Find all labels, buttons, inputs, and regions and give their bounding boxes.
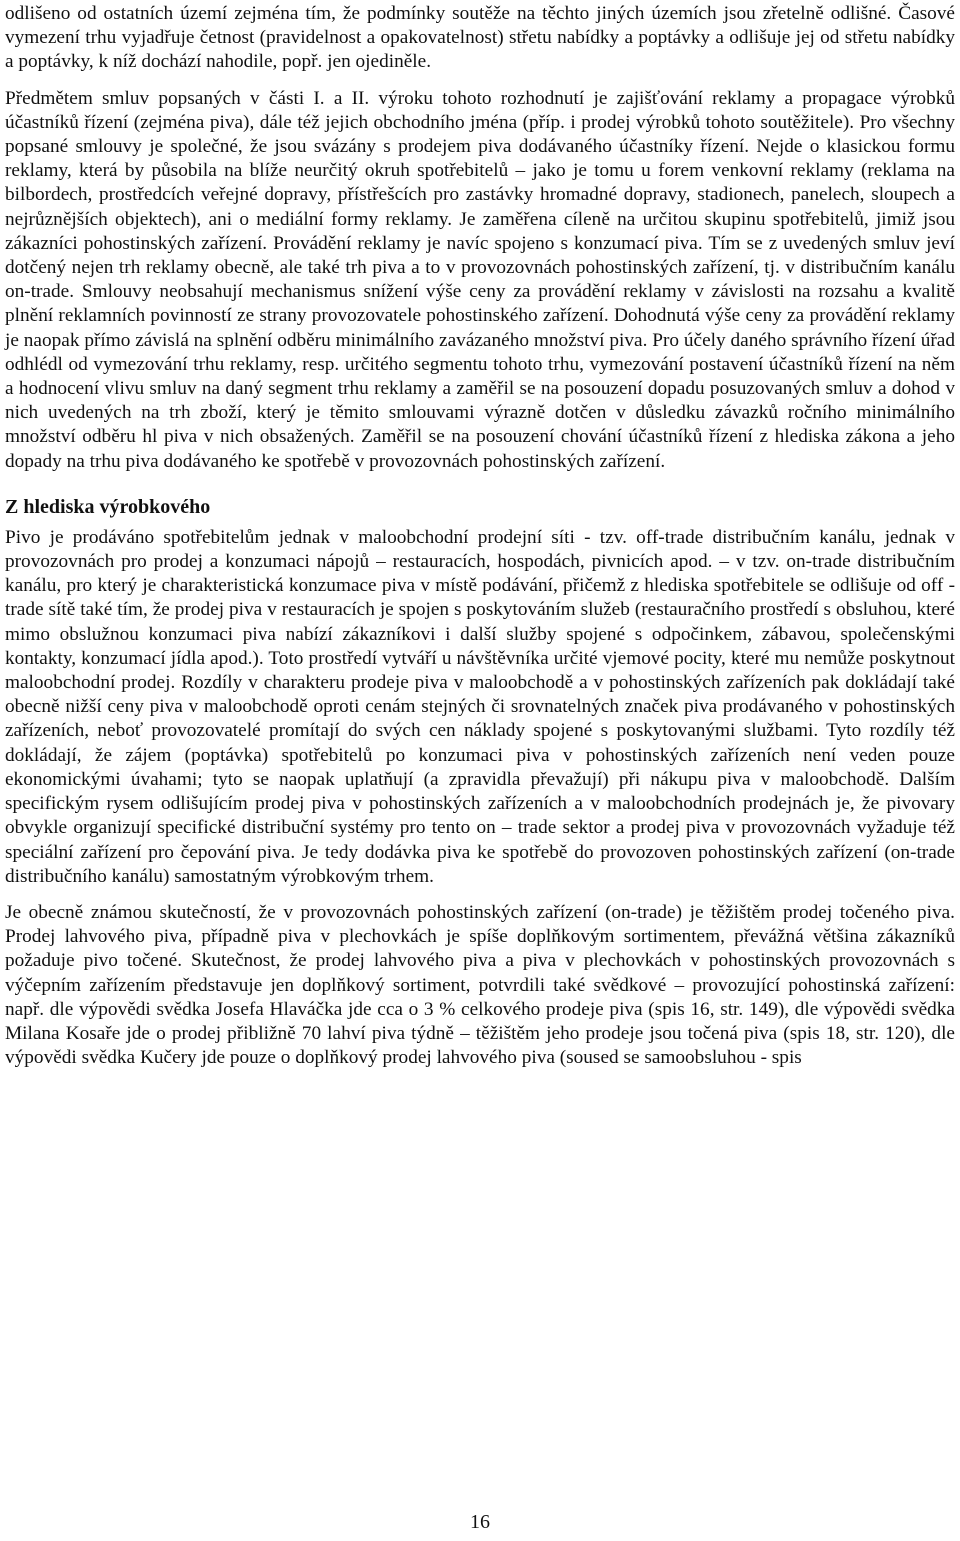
- paragraph-draught-beer: Je obecně známou skutečností, že v provozovnách pohostinských zařízení (on-trade) je těžištěm prodej točeného piva. Prodej lahvového piva, případně piva v plechovkách je spíše doplňkovým sortimentem, převážná většina zákazníků požaduje pivo točené. Skutečnost, že prodej lahvového piva a piva v plechovkách v pohostinských provozovnách s výčepním zařízením představuje jen doplňkový sortiment, potvrdili také svědkové – provozující pohostinská zařízení: např. dle výpovědi svědka Josefa Hlaváčka jde cca o 3 % celkového prodeje piva (spis 16, str. 149), dle výpovědi svědka Milana Kosaře jde o prodej přibližně 70 lahví piva týdně – těžištěm jeho prodeje jsou točená piva (spis 18, str. 120), dle výpovědi svědka Kučery jde pouze o doplňkový prodej lahvového piva (soused se samoobsluhou - spis: [5, 901, 955, 1069]
- page-number: 16: [470, 1511, 490, 1533]
- paragraph-product-market: Pivo je prodáváno spotřebitelům jednak v maloobchodní prodejní síti - tzv. off-trade distribučním kanálu, jednak v provozovnách pro prodej a konzumaci nápojů – restauracích, hospodách, pivnicích apod. – v tzv. on-trade distribučním kanálu, pro který je charakteristická konzumace piva v místě podávání, přičemž z hlediska spotřebitele se odlišuje od off -trade sítě také tím, že prodej piva v restauracích je spojen s poskytováním služeb (restauračního prostředí s obsluhou, které mimo obslužnou konzumaci piva nabízí zákazníkovi i další služby spojené s odpočinkem, zábavou, společenskými kontakty, konzumací jídla apod.). Toto prostředí vytváří u návštěvníka určité vjemové pocity, které mu nemůže poskytnout maloobchodní prodej. Rozdíly v charakteru prodeje piva v maloobchodě a v pohostinských zařízeních pak dokládají také obecně nižší ceny piva v maloobchodě oproti cenám stejných či srovnatelných značek piva prodávaného v pohostinských zařízeních, neboť provozovatelé promítají do svých cen náklady spojené s poskytovanými službami. Tyto rozdíly též dokládají, že zájem (poptávka) spotřebitelů po konzumaci piva v pohostinských zařízeních není veden pouze ekonomickými úvahami; tyto se naopak uplatňují (a zpravidla převažují) při nákupu piva v maloobchodě. Dalším specifickým rysem odlišujícím prodej piva v pohostinských zařízeních a v maloobchodních prodejnách je, že pivovary obvykle organizují specifické distribuční systémy pro tento on – trade sektor a prodej piva v provozovnách vyžaduje též speciální zařízení pro čepování piva. Je tedy dodávka piva ke spotřebě do provozoven pohostinských zařízení (on-trade distribučního kanálu) samostatným výrobkovým trhem.: [5, 526, 955, 887]
- section-heading: Z hlediska výrobkového: [5, 495, 211, 518]
- paragraph-contracts-subject: Předmětem smluv popsaných v části I. a II. výroku tohoto rozhodnutí je zajišťování reklamy a propagace výrobků účastníků řízení (zejména piva), dále též jejich obchodního jména (příp. i prodej výrobků tohoto soutěžitele). Pro všechny popsané smlouvy je společné, že jsou svázány s prodejem piva dodávaného účastníky řízení. Nejde o klasickou formu reklamy, která by působila na blíže neurčitý okruh spotřebitelů – jako je tomu u forem venkovní reklamy (reklama na bilbordech, prostředcích veřejné dopravy, přístřešcích pro zastávky hromadné dopravy, stadionech, panelech, sloupech a nejrůznějších objektech), ani o mediální formy reklamy. Je zaměřena cíleně na určitou skupinu spotřebitelů, jimiž jsou zákazníci pohostinských zařízení. Provádění reklamy je navíc spojeno s konzumací piva. Tím se z uvedených smluv jeví dotčený nejen trh reklamy obecně, ale také trh piva a to v provozovnách pohostinských zařízení, tj. v distribučním kanálu on-trade. Smlouvy neobsahují mechanismus snížení výše ceny za provádění reklamy v závislosti na rozsahu a kvalitě plnění reklamních povinností ze strany provozovatele pohostinského zařízení. Dohodnutá výše ceny za provádění reklamy je naopak přímo závislá na splnění odběru minimálního zavázaného množství piva. Pro účely daného správního řízení úřad odhlédl od vymezování trhu reklamy, resp. určitého segmentu tohoto trhu, vymezování postavení účastníků řízení na něm a hodnocení vlivu smluv na daný segment trhu reklamy a zaměřil se na posouzení dopadu posuzovaných smluv a dohod v nich uvedených na trh zboží, který je těmito smlouvami výrazně dotčen v důsledku závazků ročního minimálního množství odběru hl piva v nich obsažených. Zaměřil se na posouzení chování účastníků řízení z hlediska zákona a jeho dopady na trhu piva dodávaného ke spotřebě v provozovnách pohostinských zařízení.: [5, 87, 955, 472]
- paragraph-market-time-definition: odlišeno od ostatních území zejména tím, že podmínky soutěže na těchto jiných územích jsou zřetelně odlišné. Časové vymezení trhu vyjadřuje četnost (pravidelnost a opakovatelnost) střetu nabídky a poptávky a odlišuje jej od střetu nabídky a poptávky, k níž dochází nahodile, popř. jen ojediněle.: [5, 3, 955, 73]
- document-page: [5, 0, 955, 1070]
